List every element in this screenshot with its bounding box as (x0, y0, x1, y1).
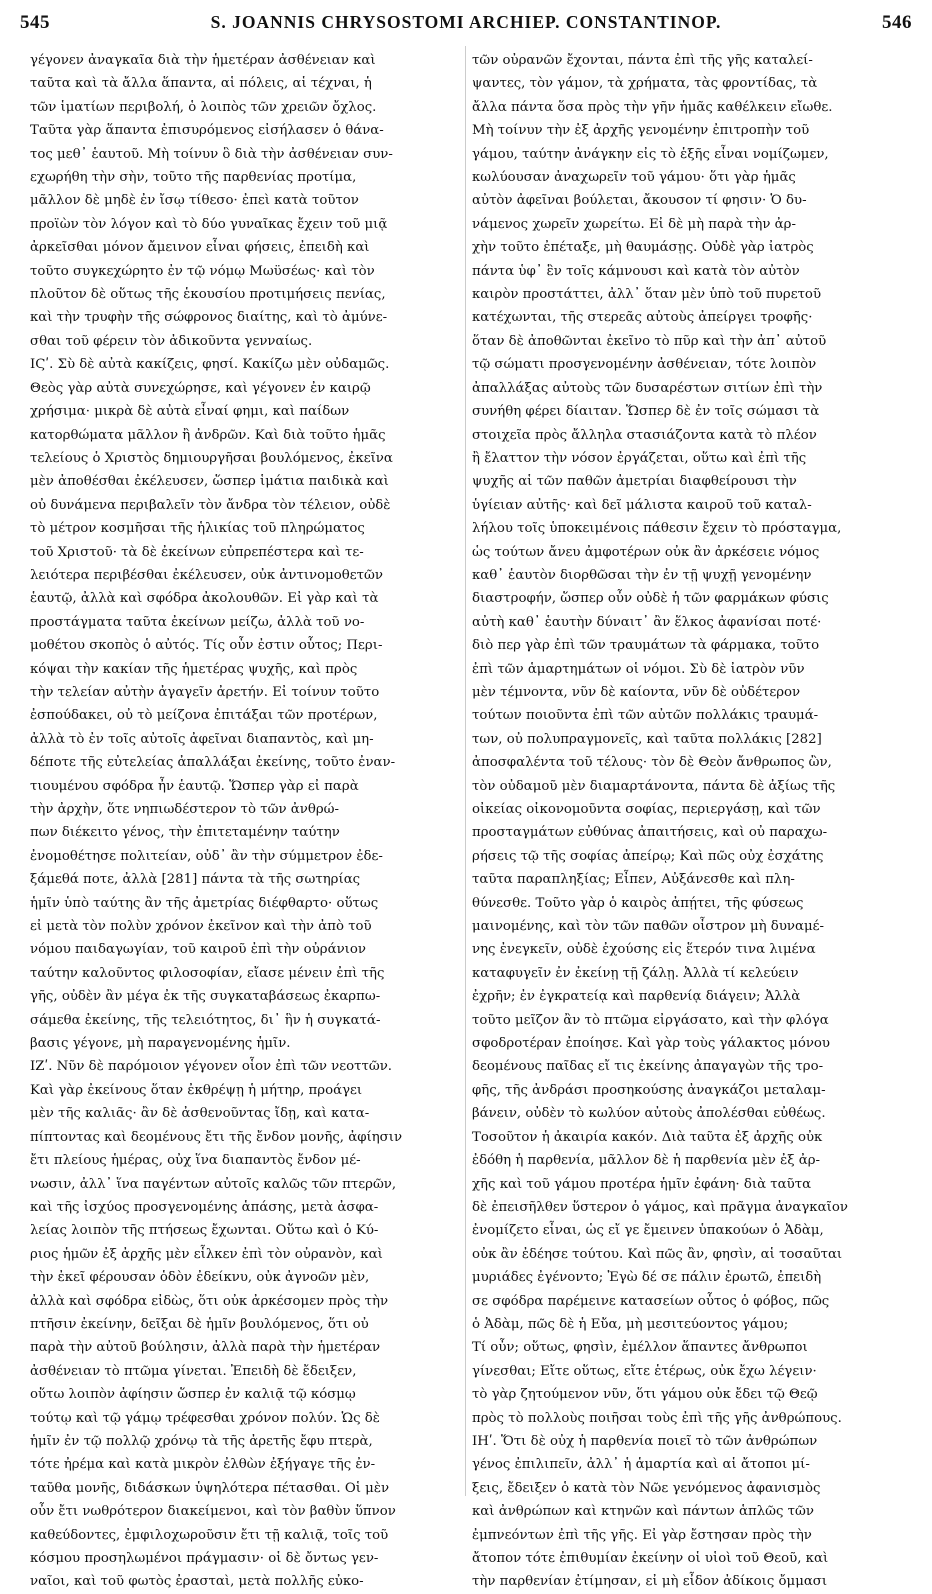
text-line: οὖν ἔτι νωθρότερον διακείμενοι, καὶ τὸν βαθὺν ὕπνον (30, 1504, 396, 1520)
text-line: νόμου παιδαγωγίαν, τοῦ καιροῦ ἐπὶ τὴν οὐράνιον (30, 942, 366, 958)
text-line: ἐδόθη ἡ παρθενία, μᾶλλον δὲ ἡ παρθενία μὲν ἐξ ἀρ- (472, 1153, 821, 1169)
text-line: νωσιν, ἀλλ᾽ ἵνα παγέντων αὐτοῖς καλῶς τῶν πτερῶν, (30, 1176, 397, 1192)
text-line: Τί οὖν; οὕτως, φησὶν, ἐμέλλον ἅπαντες ἄνθρωποι (472, 1340, 808, 1356)
text-line: τιουμένου σφόδρα ἦν ἑαυτῷ. Ὥσπερ γὰρ εἰ παρὰ (30, 778, 359, 794)
text-line: Μὴ τοίνυν τὴν ἐξ ἀρχῆς γενομένην ἐπιτροπὴν τοῦ (472, 123, 810, 139)
text-line: τὸ μέτρον κοσμῆσαι τῆς ἡλικίας τοῦ πληρώματος (30, 521, 365, 537)
text-line: διὸ περ γὰρ ἐπὶ τῶν τραυμάτων τὰ φάρμακα, τοῦτο (472, 638, 820, 654)
text-line: λήλου τοῖς ὑποκειμένοις πάθεσιν ἔχειν τὸ πρόσταγμα, (472, 521, 842, 537)
left-column (30, 49, 462, 1594)
text-line: ψαντες, τὸν γάμον, τὰ χρήματα, τὰς φροντίδας, τὰ (472, 76, 818, 92)
text-line: ξεις, ἔδειξεν ὁ κατὰ τὸν Νῶε γενόμενος ἀφανισμὸς (472, 1480, 821, 1496)
text-line: ἀποσφαλέντα τοῦ τέλους· τὸν δὲ Θεὸν ἄνθρωπος ὢν, (472, 755, 832, 771)
text-line: κατέχωνται, τῆς στερεᾶς αὐτοὺς ἀπείργει τροφῆς· (472, 310, 813, 326)
text-line: τοῦ Χριστοῦ· τὰ δὲ ἐκείνων εὐπρεπέστερα καὶ τε- (30, 544, 364, 560)
text-line: Θεὸς γὰρ αὐτὰ συνεχώρησε, καὶ γέγονεν ἐν καιρῷ (30, 380, 371, 396)
text-line: Ταῦτα γὰρ ἅπαντα ἐπισυρόμενος εἰσήλασεν ὁ θάνα- (30, 123, 384, 139)
text-line: πίπτοντας καὶ δεομένους ἔτι τῆς ἔνδον μονῆς, ἀφίησιν (30, 1129, 403, 1145)
text-line: οἰκείας οἰκονομοῦντα σοφίας, περιεργάσῃ, καὶ τῶν (472, 802, 821, 817)
text-line: ὡς τούτων ἄνευ ἀμφοτέρων οὐκ ἂν ἀρκέσειε νόμος (472, 544, 820, 560)
text-line: κόψαι τὴν κακίαν τῆς ἡμετέρας ψυχῆς, καὶ πρὸς (30, 661, 358, 677)
text-line: ἄλλα πάντα ὅσα πρὸς τὴν γῆν ἡμᾶς καθέλκειν εἴωθε. (472, 99, 833, 115)
text-line: των, οὐ πολυπραγμονεῖς, καὶ ταῦτα πολλάκις [282] (472, 731, 822, 747)
text-line: πάντα ὑφ᾽ ἓν τοῖς κάμνουσι καὶ κατὰ τὸν αὐτὸν (472, 263, 800, 279)
text-line: δέποτε τῆς εὐτελείας ἀπαλλάξαι ἐκείνης, τοῦτο ἐναν- (30, 755, 396, 771)
text-line: ἑαυτῷ, ἀλλὰ καὶ σφόδρα ἀκολουθῶν. Εἰ γὰρ καὶ τὰ (30, 591, 379, 607)
text-line: ἄτοπον τότε ἐπιθυμίαν ἐκείνην οἱ υἱοὶ τοῦ Θεοῦ, καὶ (472, 1551, 829, 1566)
text-line: διαστροφήν, ὥσπερ οὖν οὐδὲ ἡ τῶν φαρμάκων φύσις (472, 591, 829, 607)
text-line: κόσμου προσηλωμένοι πράγμασιν· οἱ δὲ ὄντως γεν- (30, 1551, 379, 1566)
text-line: ταῦτα παραπληξίας; Εἶπεν, Αὐξάνεσθε καὶ πλη- (472, 872, 795, 888)
text-line: μὲν τῆς καλιᾶς· ἂν δὲ ἀσθενοῦντας ἴδῃ, καὶ κατα- (30, 1106, 370, 1122)
text-line: τὸ γὰρ ζητούμενον νῦν, ὅτι γάμου οὐκ ἔδει τῷ Θεῷ (472, 1387, 818, 1403)
text-line: λείας λοιπὸν τῆς πτήσεως ἔχωνται. Οὕτω καὶ ὁ Κύ- (30, 1223, 379, 1239)
text-line: γῆς, οὐδὲν ἂν μέγα ἐκ τῆς συγκαταβάσεως ἐκαρπω- (30, 989, 381, 1005)
text-line: ριος ἡμῶν ἐξ ἀρχῆς μὲν εἷλκεν ἐπὶ τὸν οὐρανὸν, καὶ (30, 1246, 383, 1262)
text-line: προϊὼν τὸν λόγον καὶ τὸ δύο γυναῖκας ἔχειν τοῦ μιᾷ (30, 216, 388, 232)
text-line: θύνεσθε. Τοῦτο γὰρ ὁ καιρὸς ἀπῄτει, τῆς φύσεως (472, 895, 804, 911)
text-line: ἡμῖν ἐν τῷ πολλῷ χρόνῳ τὰ τῆς ἀρετῆς ἔφυ πτερὰ, (30, 1433, 373, 1449)
text-line: τῶν οὐρανῶν ἔχονται, πάντα ἐπὶ τῆς γῆς καταλεί- (472, 53, 813, 68)
text-line: μᾶλλον δὲ μηδὲ ἐν ἴσῳ τίθεσο· ἐπεὶ κατὰ τοῦτον (30, 193, 359, 209)
text-line: ἢ ἔλαττον τὴν νόσον ἐργάζεται, οὕτω καὶ ἐπὶ τῆς (472, 450, 807, 466)
running-title: S. JOANNIS CHRYSOSTOMI ARCHIEP. CONSTANTINOP. (210, 12, 722, 32)
text-line: τὴν παρθενίαν ἐτίμησαν, εἰ μὴ εἶδον ἀδίκοις ὄμμασι (472, 1574, 828, 1590)
text-line: παρὰ τὴν αὐτοῦ βούλησιν, ἀλλὰ παρὰ τὴν ἡμετέραν (30, 1340, 381, 1356)
text-line: ΙΗʹ. Ὅτι δὲ οὐχ ἡ παρθενία ποιεῖ τὸ τῶν ἀνθρώπων (472, 1433, 818, 1449)
text-line: ἔτι πλείους ἡμέρας, οὐχ ἵνα διαπαντὸς ἔνδον μέ- (30, 1153, 361, 1169)
text-line: αὐτὸν ἀφεῖναι βούλεται, ἄκουσον τί φησιν· Ὁ δυ- (472, 193, 807, 209)
text-line: Τοσοῦτον ἡ ἀκαιρία κακόν. Διὰ ταῦτα ἐξ ἀρχῆς οὐκ (472, 1129, 823, 1145)
text-line: χρήσιμα· μικρὰ δὲ αὐτὰ εἶναί φημι, καὶ παίδων (30, 404, 350, 420)
text-line: τούτῳ καὶ τῷ γάμῳ τρέφεσθαι χρόνον πολύν. Ὡς δὲ (30, 1410, 380, 1426)
text-line: σάμεθα ἐκείνης, τῆς τελειότητος, δι᾽ ἣν ἡ συγκατά- (30, 1012, 381, 1028)
text-line: ὅταν δὲ ἀποθῶνται ἐκεῖνο τὸ πῦρ καὶ τὴν ἀπ᾽ αὐτοῦ (472, 333, 827, 349)
text-line: γίνεσθαι; Εἴτε οὕτως, εἴτε ἑτέρως, οὐκ ἔχω λέγειν· (472, 1363, 817, 1379)
text-line: οὕτω λοιπὸν ἀφίησιν ὥσπερ ἐν καλιᾷ τῷ κόσμῳ (30, 1387, 356, 1403)
text-line: ἐχρῆν; ἐν ἐγκρατείᾳ καὶ παρθενίᾳ διάγειν; Ἀλλὰ (472, 989, 801, 1005)
text-line: νάμενος χωρεῖν χωρείτω. Εἰ δὲ μὴ παρὰ τὴν ἀρ- (472, 216, 796, 232)
text-line: ὑγίειαν αὐτῆς· καὶ δεῖ μάλιστα καιροῦ τοῦ καταλ- (472, 497, 812, 513)
text-line: οὐκ ἂν ἐδέησε τούτου. Καὶ πῶς ἂν, φησὶν, αἱ τοσαῦται (472, 1246, 843, 1262)
text-line: ἀλλὰ τὸ ἐν τοῖς αὐτοῖς ἀφεῖναι διαπαντὸς, καὶ μη- (30, 731, 374, 747)
text-line: τὸν οὐδαμοῦ μὲν διαμαρτάνοντα, πάντα δὲ ἀξίως τῆς (472, 778, 836, 794)
text-line: τελείους ὁ Χριστὸς δημιουργῆσαι βουλόμενος, ἐκεῖνα (30, 450, 393, 466)
text-line: προστάγματα ταῦτα ἐκείνων μείζω, ἀλλὰ τοῦ νο- (30, 614, 365, 630)
text-line: αὐτὴ καθ᾽ ἑαυτὴν δύναιτ᾽ ἂν ἕλκος ἀφανίσαι ποτέ· (472, 614, 822, 630)
text-line: βασις γέγονε, μὴ παραγενομένης ἡμῖν. (30, 1036, 291, 1052)
text-line: δὲ ἐπεισῆλθεν ὕστερον ὁ γάμος, καὶ πρᾶγμα ἀναγκαῖον (472, 1199, 848, 1215)
text-line: καὶ τὴν τρυφὴν τῆς σώφρονος διαίτης, καὶ τὸ ἀμύνε- (30, 310, 388, 326)
text-line: πλοῦτον δὲ οὕτως τῆς ἑκουσίου προτιμήσεις πενίας, (30, 287, 386, 303)
text-line: ἀλλὰ καὶ σφόδρα εἰδὼς, ὅτι οὐκ ἀρκέσομεν πρὸς τὴν (30, 1293, 389, 1309)
text-line: ταύτην καλοῦντος φιλοσοφίαν, εἴασε μένειν ἐπὶ τῆς (30, 965, 385, 981)
text-line: χὴν τοῦτο ἐπέταξε, μὴ θαυμάσῃς. Οὐδὲ γὰρ ἰατρὸς (472, 240, 814, 256)
running-header (20, 12, 912, 42)
text-line: καὶ ἀνθρώπων καὶ κτηνῶν καὶ πάντων ἁπλῶς τῶν (472, 1504, 814, 1520)
text-line: δεομένους παῖδας εἴ τις ἐκείνης ἀπαγαγὼν τῆς τρο- (472, 1059, 824, 1075)
text-line: τὴν ἀρχὴν, ὅτε νηπιωδέστερον τὸ τῶν ἀνθρώ- (30, 802, 339, 817)
left-page-number: 545 (20, 12, 50, 33)
text-line: ἐπὶ τῶν ἁμαρτημάτων οἱ νόμοι. Σὺ δὲ ἰατρὸν νῦν (472, 661, 805, 677)
text-line: σφοδροτέραν ἐποίησε. Καὶ γὰρ τοὺς γάλακτος μόνου (472, 1036, 830, 1052)
text-line: τότε ἠρέμα καὶ κατὰ μικρὸν ἐλθὼν ἐξήγαγε τῆς ἐν- (30, 1457, 376, 1473)
right-column (472, 49, 904, 1594)
text-line: τὴν ἐκεῖ φέρουσαν ὁδὸν ἐδείκνυ, οὐκ ἀγνοῶν μὲν, (30, 1270, 370, 1286)
text-line: καθεύδοντες, ἐμφιλοχωροῦσιν ἔτι τῇ καλιᾷ, τοῖς τοῦ (30, 1527, 389, 1543)
text-line: καὶ τῆς ἰσχύος προσγενομένης ἁπάσης, μετὰ ἀσφα- (30, 1199, 379, 1215)
text-line: συνήθη φέρει δίαιταν. Ὥσπερ δὲ ἐν τοῖς σώμασι τὰ (472, 404, 820, 420)
text-line: γέγονεν ἀναγκαῖα διὰ τὴν ἡμετέραν ἀσθένειαν καὶ (30, 53, 376, 68)
text-line: στοιχεῖα πρὸς ἄλληλα στασιάζοντα κατὰ τὸ πλέον (472, 427, 817, 443)
text-line: κατορθώματα μᾶλλον ἢ ἀνδρῶν. Καὶ διὰ τοῦτο ἡμᾶς (30, 427, 386, 443)
text-line: γάμου, ταύτην ἀνάγκην εἰς τὸ ἑξῆς εἶναι νομίζωμεν, (472, 146, 829, 162)
column-divider (465, 46, 466, 1496)
text-line: ἡμῖν ὑπὸ ταύτης ἂν τῆς ἀμετρίας διέφθαρτο· οὕτως (30, 895, 379, 911)
text-line: ψυχῆς αἱ τῶν παθῶν ἀμετρίαι διαφθείρουσι τὴν (472, 474, 797, 490)
text-line: ταῦτα καὶ τὰ ἄλλα ἅπαντα, αἱ πόλεις, αἱ τέχναι, ἡ (30, 76, 372, 92)
text-line: ἀπαλλάξας αὐτοὺς τῶν δυσαρέστων σιτίων ἐπὶ τὴν (472, 380, 823, 396)
text-line: σε σφόδρα παρέμεινε κατασείων οὗτος ὁ φόβος, πῶς (472, 1293, 830, 1309)
text-line: ξάμεθά ποτε, ἀλλὰ [281] πάντα τὰ τῆς σωτηρίας (30, 872, 361, 888)
text-line: πρὸς τὸ πολλοὺς ποιῆσαι τοὺς ἐπὶ τῆς γῆς ἀνθρώπους. (472, 1410, 842, 1426)
text-line: φῆς, τῆς ἀνδράσι προσηκούσης ἀναγκάζοι μεταλαμ- (472, 1082, 826, 1098)
text-line: προσταγμάτων εὐθύνας ἀπαιτήσεις, καὶ οὐ παραχω- (472, 825, 828, 841)
text-line: τος μεθ᾽ ἑαυτοῦ. Μὴ τοίνυν ὃ διὰ τὴν ἀσθένειαν συν- (30, 146, 393, 162)
text-line: Καὶ γὰρ ἐκείνους ὅταν ἐκθρέψῃ ἡ μήτηρ, προάγει (30, 1082, 363, 1098)
text-line: ἐνομίζετο εἶναι, ὡς εἴ γε ἔμεινεν ὑπακούων ὁ Ἀδὰμ, (472, 1223, 824, 1239)
text-line: μὲν τέμνοντα, νῦν δὲ καίοντα, νῦν δὲ οὐδέτερον (472, 684, 801, 700)
right-page-number: 546 (882, 12, 912, 33)
text-line: γένος ἐπιλιπεῖν, ἀλλ᾽ ἡ ἁμαρτία καὶ αἱ ἄτοποι μί- (472, 1457, 810, 1473)
text-line: τῶν ἱματίων περιβολή, ὁ λοιπὸς τῶν χρειῶν ὄχλος. (30, 99, 377, 115)
text-line: τὴν τελείαν αὐτὴν ἀγαγεῖν ἀρετήν. Εἰ τοίνυν τοῦτο (30, 684, 380, 700)
text-line: οὐ δυνάμενα περιβαλεῖν τὸν ἄνδρα τὸν τέλειον, οὐδὲ (30, 497, 391, 513)
text-line: καταφυγεῖν ἐν ἐκείνῃ τῇ ζάλῃ. Ἀλλὰ τί κελεύειν (472, 965, 799, 981)
text-line: λειότερα περιβέσθαι ἐκέλευσεν, οὐκ ἀντινομοθετῶν (30, 567, 383, 583)
text-line: τοῦτο συγκεχώρητο ἐν τῷ νόμῳ Μωϋσέως· καὶ τὸν (30, 263, 375, 279)
text-line: καιρὸν προστάττει, ἀλλ᾽ ὅταν μὲν ὑπὸ τοῦ πυρετοῦ (472, 287, 822, 303)
text-line: εἰ μετὰ τὸν πολὺν χρόνον ἐκεῖνον καὶ τὴν ἀπὸ τοῦ (30, 919, 372, 935)
text-line: ΙϚʹ. Σὺ δὲ αὐτὰ κακίζεις, φησί. Κακίζω μὲν οὐδαμῶς. (30, 357, 390, 373)
text-line: τῷ σώματι προσγενομένην ἀσθένειαν, τότε λοιπὸν (472, 357, 817, 373)
text-line: ἐσπούδακει, οὐ τὸ μείζονα ἐπιτάξαι τῶν προτέρων, (30, 708, 378, 724)
text-line: μυριάδες ἐγένοντο; Ἐγὼ δέ σε πάλιν ἐρωτῶ, ἐπειδὴ (472, 1270, 822, 1286)
text-line: ναῖοι, καὶ τοῦ φωτὸς ἐρασταὶ, μετὰ πολλῆς εὐκο- (30, 1574, 364, 1590)
text-line: ρήσεις τῷ τῆς σοφίας ἀπείρῳ; Καὶ πῶς οὐχ ἐσχάτης (472, 848, 824, 864)
text-line: καθ᾽ ἑαυτὸν διορθῶσαι τὴν ἐν τῇ ψυχῇ γενομένην (472, 567, 812, 583)
text-line: τοῦτο μεῖζον ἂν τὸ πτῶμα εἰργάσατο, καὶ τὴν φλόγα (472, 1012, 829, 1028)
text-line: πων διέκειτο γένος, τὴν ἐπιτεταμένην ταύτην (30, 825, 340, 841)
text-line: ΙΖʹ. Νῦν δὲ παρόμοιον γέγονεν οἷον ἐπὶ τῶν νεοττῶν. (30, 1059, 393, 1075)
text-line: μὲν ἀποθέσθαι ἐκέλευσεν, ὥσπερ ἱμάτια παιδικὰ καὶ (30, 474, 389, 490)
text-line: ταῦθα μονῆς, διδάσκων ὑψηλότερα πέτασθαι. Οἱ μὲν (30, 1480, 390, 1496)
text-line: εχωρήθη τὴν σὴν, τοῦτο τῆς παρθενίας προτίμα, (30, 170, 357, 186)
text-line: σθαι τοῦ φέρειν τὸν ἀδικοῦντα γενναίως. (30, 333, 313, 349)
text-line: μοθέτου σκοπὸς ὁ αὐτός. Τίς οὖν ἐστιν οὗτος; Περι- (30, 638, 383, 654)
text-line: χῆς καὶ τοῦ γάμου προτέρα ἡμῖν ἐφάνη· διὰ ταῦτα (472, 1176, 812, 1192)
text-line: μαινομένης, καὶ τὸν τῶν παθῶν οἶστρον μὴ δυναμέ- (472, 919, 824, 935)
text-line: ἐμπνεόντων ἐπὶ τῆς γῆς. Εἰ γὰρ ἔστησαν πρὸς τὴν (472, 1527, 812, 1543)
text-line: κωλύουσαν ἀναχωρεῖν τοῦ γάμου· ὅτι γὰρ ἡμᾶς (472, 170, 796, 186)
text-line: ἀσθένειαν τὸ πτῶμα γίνεται. Ἐπειδὴ δὲ ἔδειξεν, (30, 1363, 357, 1379)
text-line: ἀρκεῖσθαι μόνον ἄμεινον εἶναι φήσεις, ἐπειδὴ καὶ (30, 240, 370, 256)
text-line: βάνειν, οὐδὲν τὸ κωλύον αὐτοὺς ἀπολέσθαι εὐθέως. (472, 1106, 826, 1122)
text-line: ἐνομοθέτησε πολιτείαν, οὐδ᾽ ἂν τὴν σύμμετρον ἐδε- (30, 848, 383, 864)
text-line: ὁ Ἀδὰμ, πῶς δὲ ἡ Εὔα, μὴ μεσιτεύοντος γάμου; (472, 1316, 789, 1332)
text-line: νης ἐνεγκεῖν, οὐδὲ ἐχούσης εἰς ἕτερόν τινα λιμένα (472, 942, 816, 958)
text-line: πτῆσιν ἐκείνην, δεῖξαι δὲ ἡμῖν βουλόμενος, ὅτι οὐ (30, 1316, 369, 1332)
text-line: τούτων ποιοῦντα ἐπὶ τῶν αὐτῶν πολλάκις τραυμά- (472, 708, 819, 724)
